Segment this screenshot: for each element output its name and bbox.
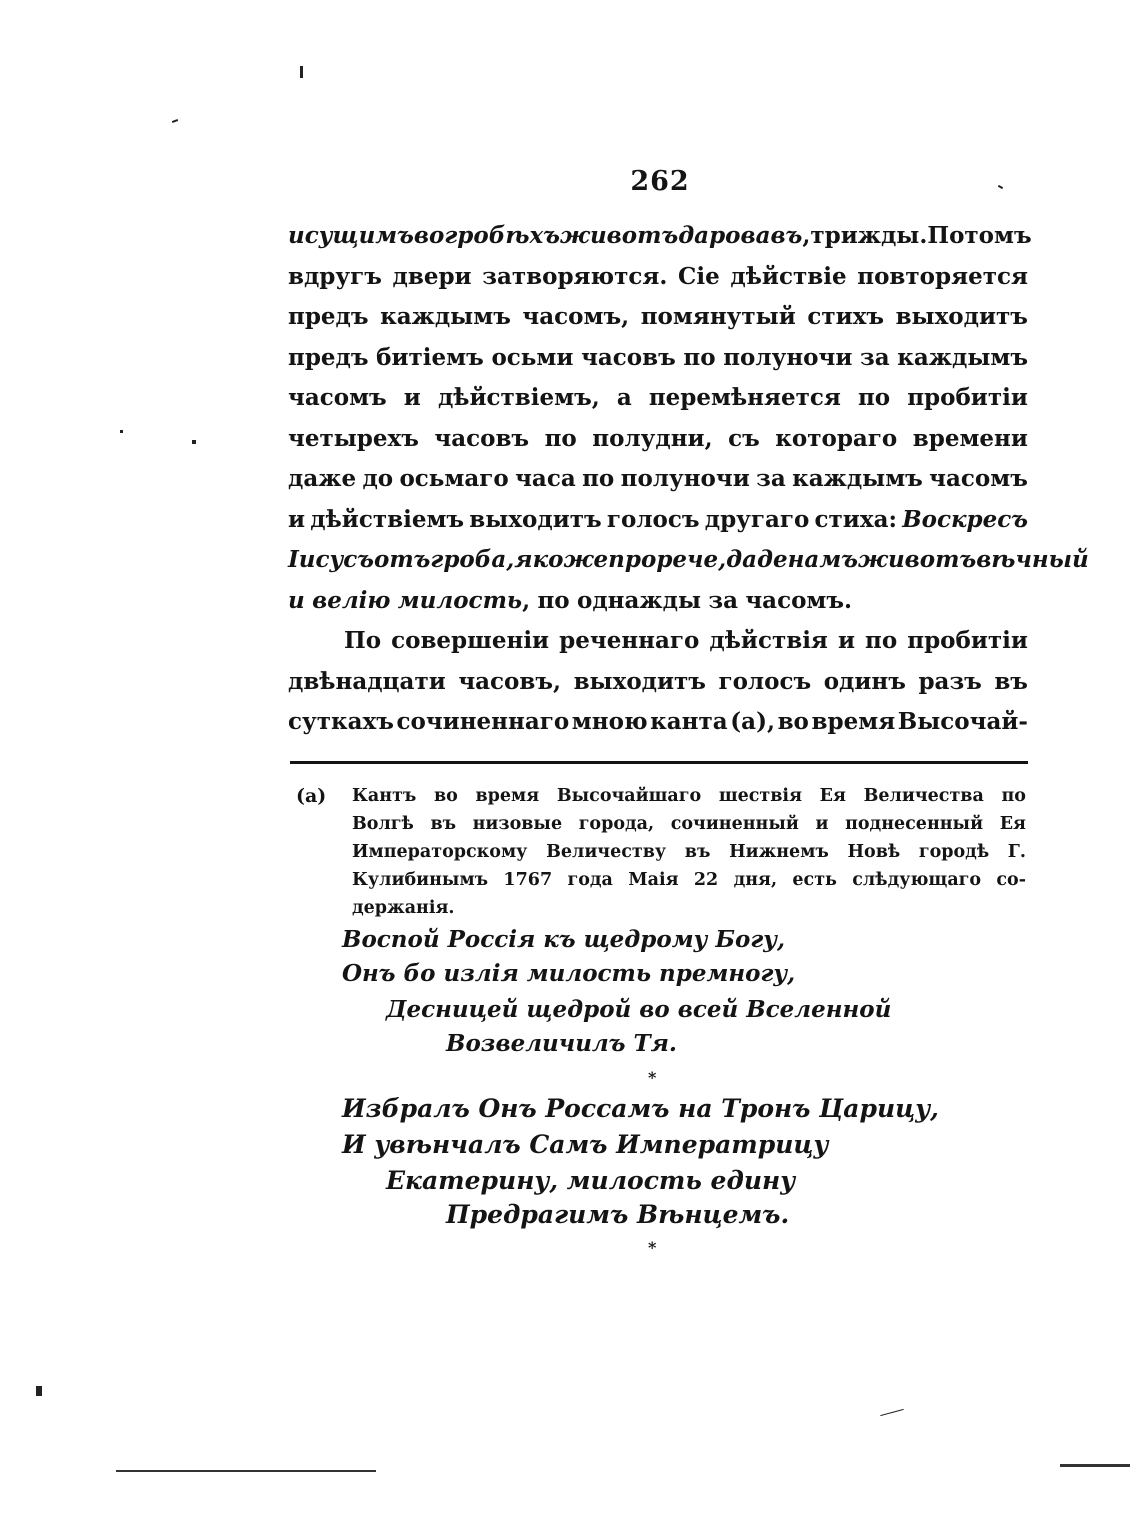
word: сущимъ bbox=[304, 222, 414, 249]
word: часомъ. bbox=[745, 586, 853, 614]
word: отъ bbox=[373, 546, 431, 573]
text-line bbox=[288, 419, 1028, 460]
stanza-separator: * bbox=[648, 1238, 657, 1257]
word: и bbox=[815, 814, 829, 834]
word: пробитіи bbox=[907, 384, 1028, 411]
scan-edge-line bbox=[116, 1470, 376, 1472]
word: каждымъ bbox=[380, 303, 511, 330]
word: до bbox=[362, 465, 394, 492]
word: предъ bbox=[288, 343, 369, 371]
word: каждымъ bbox=[897, 343, 1028, 371]
word: есть bbox=[792, 870, 837, 890]
word: Ея bbox=[999, 814, 1026, 834]
word: дѣйствія bbox=[709, 627, 828, 654]
word: и bbox=[288, 586, 305, 614]
word: перемѣняется bbox=[648, 384, 841, 411]
word: (а), bbox=[730, 708, 775, 735]
word: реченнаго bbox=[559, 627, 700, 654]
verse-line: Онъ бо излія милость премногу, bbox=[342, 960, 796, 987]
word: даровавъ, bbox=[678, 222, 811, 249]
word: часомъ, bbox=[522, 303, 630, 330]
scan-speck bbox=[192, 440, 196, 444]
scan-speck bbox=[300, 66, 303, 78]
word: Сіе bbox=[678, 262, 720, 290]
word: за bbox=[708, 586, 738, 614]
word: часомъ bbox=[929, 465, 1028, 492]
text-line bbox=[288, 621, 1028, 662]
word: поднесенный bbox=[845, 814, 984, 834]
word: Высочайшаго bbox=[556, 786, 702, 806]
footnote-line bbox=[352, 838, 1026, 866]
word: города, bbox=[578, 814, 655, 834]
word: времени bbox=[912, 424, 1028, 452]
scan-speck bbox=[880, 1409, 903, 1416]
word: по bbox=[582, 465, 615, 492]
verse-line: Воспой Россія къ щедрому Богу, bbox=[342, 926, 786, 953]
word: по bbox=[1001, 786, 1026, 806]
word: по bbox=[537, 586, 570, 614]
word: съ bbox=[728, 424, 760, 452]
word: же bbox=[563, 546, 609, 573]
text-line bbox=[288, 500, 1028, 541]
word: въ bbox=[430, 814, 457, 834]
text-line bbox=[288, 581, 1028, 622]
word: осьми bbox=[491, 343, 574, 371]
word: во bbox=[777, 708, 809, 735]
stanza-separator: * bbox=[648, 1068, 657, 1087]
word: въ bbox=[684, 842, 711, 862]
text-line bbox=[288, 216, 1032, 257]
word: двери bbox=[392, 262, 472, 290]
word: Высочай- bbox=[897, 708, 1028, 735]
word: другаго bbox=[704, 505, 810, 533]
word: Новѣ bbox=[847, 842, 901, 862]
word: по bbox=[544, 424, 577, 452]
word: за bbox=[756, 465, 786, 492]
word: Величества bbox=[863, 786, 984, 806]
text-line bbox=[288, 459, 1028, 500]
word: и bbox=[288, 505, 306, 533]
text-line bbox=[288, 257, 1028, 298]
word: со- bbox=[996, 870, 1026, 890]
word: намъ bbox=[787, 546, 858, 573]
footnote-separator-rule bbox=[290, 761, 1028, 764]
text-line bbox=[288, 338, 1028, 379]
word: Г. bbox=[1007, 842, 1026, 862]
word: дѣйствіе bbox=[730, 262, 847, 290]
footnote-line bbox=[352, 894, 1026, 922]
scan-speck bbox=[998, 185, 1003, 189]
word: часовъ bbox=[434, 424, 530, 452]
verse-line: И увѣнчалъ Самъ Императрицу bbox=[342, 1130, 829, 1159]
footnote-line bbox=[352, 866, 1026, 894]
word: выходитъ bbox=[469, 505, 602, 533]
word: во bbox=[434, 786, 458, 806]
word: совершеніи bbox=[391, 627, 550, 654]
word: пробитіи bbox=[907, 627, 1028, 654]
verse-line: Возвеличилъ Тя. bbox=[446, 1030, 677, 1057]
verse-line: Избралъ Онъ Россамъ на Тронъ Царицу, bbox=[342, 1094, 939, 1123]
scan-speck bbox=[172, 119, 178, 123]
word: Волгѣ bbox=[352, 814, 414, 834]
text-line bbox=[288, 662, 1028, 703]
footnote-body bbox=[352, 782, 1026, 922]
word: выходитъ bbox=[573, 667, 706, 695]
word: дѣйствіемъ bbox=[310, 505, 465, 533]
word: часомъ bbox=[288, 384, 387, 411]
word: сочиненный bbox=[670, 814, 799, 834]
word: время bbox=[475, 786, 540, 806]
word: повторяется bbox=[857, 262, 1028, 290]
word: двѣнадцати bbox=[288, 667, 446, 695]
word: и bbox=[288, 222, 305, 249]
word: стихъ bbox=[807, 303, 884, 330]
word: сочиненнаго bbox=[396, 708, 570, 735]
scan-speck bbox=[120, 430, 123, 433]
word: милость, bbox=[397, 586, 531, 614]
word: за bbox=[860, 343, 890, 371]
word: однажды bbox=[577, 586, 702, 614]
footnote bbox=[296, 782, 1026, 922]
word: вдругъ bbox=[288, 262, 382, 290]
word: во bbox=[413, 222, 445, 249]
footnote-line bbox=[352, 782, 1026, 810]
word: битіемъ bbox=[376, 343, 484, 371]
word: разъ bbox=[918, 667, 982, 695]
verse-line: Десницей щедрой во всей Вселенной bbox=[386, 996, 892, 1023]
footnote-line bbox=[352, 810, 1026, 838]
word: канта bbox=[650, 708, 728, 735]
word: котораго bbox=[775, 424, 898, 452]
word: велію bbox=[312, 586, 391, 614]
word: Кантъ bbox=[352, 786, 417, 806]
word: затворяются. bbox=[482, 262, 668, 290]
word: дня, bbox=[733, 870, 778, 890]
word: Потомъ bbox=[927, 222, 1032, 249]
word: трижды. bbox=[810, 222, 928, 249]
word: голосъ bbox=[606, 505, 700, 533]
word: Маія bbox=[628, 870, 679, 890]
word: года bbox=[567, 870, 613, 890]
word: часовъ bbox=[581, 343, 676, 371]
word: животъ bbox=[559, 222, 679, 249]
word: прорече, bbox=[608, 546, 727, 573]
word: полуночи bbox=[620, 465, 750, 492]
word: предъ bbox=[288, 303, 369, 330]
word: яко bbox=[514, 546, 564, 573]
word: осьмаго bbox=[399, 465, 509, 492]
word: стиха: bbox=[814, 505, 897, 533]
word: суткахъ bbox=[288, 708, 394, 735]
word: животъ bbox=[857, 546, 977, 573]
verse-line: Екатерину, милость едину bbox=[386, 1166, 796, 1195]
word: шествія bbox=[718, 786, 803, 806]
word: въ bbox=[994, 667, 1028, 695]
footnote-marker: (а) bbox=[296, 785, 327, 807]
word: и bbox=[837, 627, 856, 654]
word: вѣчный bbox=[976, 546, 1089, 573]
word: выходитъ bbox=[895, 303, 1028, 330]
word: гроба, bbox=[430, 546, 515, 573]
word: по bbox=[683, 343, 716, 371]
word: низовые bbox=[472, 814, 563, 834]
word: а bbox=[616, 384, 632, 411]
word: помянутый bbox=[640, 303, 796, 330]
word: дѣйствіемъ, bbox=[437, 384, 600, 411]
word: одинъ bbox=[823, 667, 906, 695]
word: Величеству bbox=[546, 842, 667, 862]
word: каждымъ bbox=[792, 465, 923, 492]
word: голосъ bbox=[718, 667, 812, 695]
text-line bbox=[288, 702, 1028, 743]
word: городѣ bbox=[918, 842, 990, 862]
word: часовъ, bbox=[458, 667, 562, 695]
word: 22 bbox=[693, 870, 719, 890]
word: По bbox=[344, 627, 382, 654]
word: часа bbox=[515, 465, 576, 492]
word: четырехъ bbox=[288, 424, 419, 452]
word: полуночи bbox=[723, 343, 853, 371]
word: мною bbox=[571, 708, 648, 735]
word: даже bbox=[288, 465, 357, 492]
text-line bbox=[288, 297, 1028, 338]
word: слѣдующаго bbox=[852, 870, 982, 890]
word: по bbox=[865, 627, 898, 654]
word: время bbox=[811, 708, 896, 735]
word: полудни, bbox=[592, 424, 713, 452]
text-line bbox=[288, 540, 1089, 581]
word: держанія. bbox=[352, 898, 455, 918]
word: Ея bbox=[819, 786, 846, 806]
word: 1767 bbox=[503, 870, 553, 890]
word: по bbox=[857, 384, 891, 411]
word: гробѣхъ bbox=[444, 222, 560, 249]
word: и bbox=[403, 384, 421, 411]
word: Императорскому bbox=[352, 842, 528, 862]
page-number: 262 bbox=[630, 166, 690, 197]
word: Воскресъ bbox=[902, 505, 1028, 533]
word: Нижнемъ bbox=[729, 842, 829, 862]
word: Кулибинымъ bbox=[352, 870, 489, 890]
scan-edge-line bbox=[1060, 1464, 1130, 1467]
main-text bbox=[288, 216, 1089, 743]
text-line bbox=[288, 378, 1028, 419]
verse-line: Предрагимъ Вѣнцемъ. bbox=[446, 1200, 790, 1229]
word: Іисусъ bbox=[288, 546, 374, 573]
scan-speck bbox=[36, 1386, 42, 1396]
word: даде bbox=[726, 546, 788, 573]
